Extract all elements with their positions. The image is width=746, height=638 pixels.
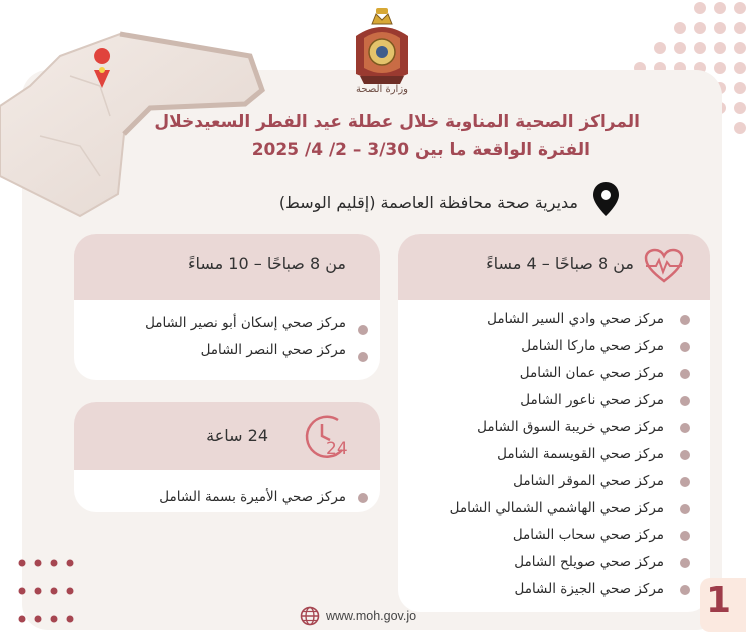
bullet-dot	[680, 477, 690, 487]
bullet-dot	[358, 352, 368, 362]
page-number: 1	[706, 580, 732, 621]
page-title-line2: الفترة الواقعة ما بين 3/30 – 2/ 4/ 2025	[251, 140, 590, 160]
page-title-line1: المراكز الصحية المناوبة خلال عطلة عيد الفطر السعيدخلال	[154, 112, 640, 132]
full-day-hours: 24 ساعة	[206, 426, 268, 445]
decorative-dots-bottom-left	[14, 555, 84, 625]
evening-shift-list	[74, 310, 346, 364]
list-item: مركز صحي وادي السير الشامل	[487, 311, 664, 327]
globe-icon	[300, 606, 320, 626]
bullet-dot	[680, 396, 690, 406]
day-shift-list	[398, 306, 664, 603]
bullet-dot	[680, 585, 690, 595]
bullet-dot	[680, 450, 690, 460]
list-item: مركز صحي الموقر الشامل	[513, 473, 664, 489]
list-item: مركز صحي خريبة السوق الشامل	[477, 419, 664, 435]
clock-24-icon	[298, 412, 352, 460]
full-day-list	[74, 484, 346, 511]
website-link[interactable]: www.moh.gov.jo	[326, 609, 417, 623]
list-item: مركز صحي سحاب الشامل	[512, 527, 664, 543]
coat-of-arms-emblem	[350, 6, 414, 88]
evening-shift-header	[74, 234, 380, 300]
list-item: مركز صحي ماركا الشامل	[521, 338, 664, 354]
day-shift-header	[398, 234, 710, 300]
bullet-dot	[680, 558, 690, 568]
bullet-dot	[680, 342, 690, 352]
bullet-dot	[680, 531, 690, 541]
evening-shift-hours: من 8 صباحًا – 10 مساءً	[187, 254, 346, 273]
list-item: مركز صحي عمان الشامل	[519, 365, 664, 381]
evening-shift-panel	[74, 234, 380, 380]
bullet-dot	[358, 493, 368, 503]
list-item: مركز صحي الهاشمي الشمالي الشامل	[449, 500, 664, 516]
list-item: مركز صحي صويلح الشامل	[514, 554, 664, 570]
bullet-dot	[358, 325, 368, 335]
list-item: مركز صحي ناعور الشامل	[520, 392, 664, 408]
list-item: مركز صحي إسكان أبو نصير الشامل	[145, 315, 346, 331]
location-pin-icon	[592, 181, 620, 217]
ministry-label: وزارة الصحة	[356, 84, 408, 95]
day-shift-hours: من 8 صباحًا – 4 مساءً	[486, 254, 634, 273]
list-item: مركز صحي القويسمة الشامل	[497, 446, 664, 462]
full-day-panel	[74, 402, 380, 512]
day-shift-panel	[398, 234, 710, 612]
list-item: مركز صحي النصر الشامل	[200, 342, 346, 358]
clock-24-label: 24	[326, 439, 348, 459]
list-item: مركز صحي الجيزة الشامل	[514, 581, 664, 597]
bullet-dot	[680, 423, 690, 433]
bullet-dot	[680, 315, 690, 325]
list-item: مركز صحي الأميرة بسمة الشامل	[159, 489, 346, 505]
region-heading: مديرية صحة محافظة العاصمة (إقليم الوسط)	[278, 193, 578, 212]
full-day-header	[74, 402, 380, 470]
bullet-dot	[680, 504, 690, 514]
heart-pulse-icon	[644, 248, 684, 284]
bullet-dot	[680, 369, 690, 379]
